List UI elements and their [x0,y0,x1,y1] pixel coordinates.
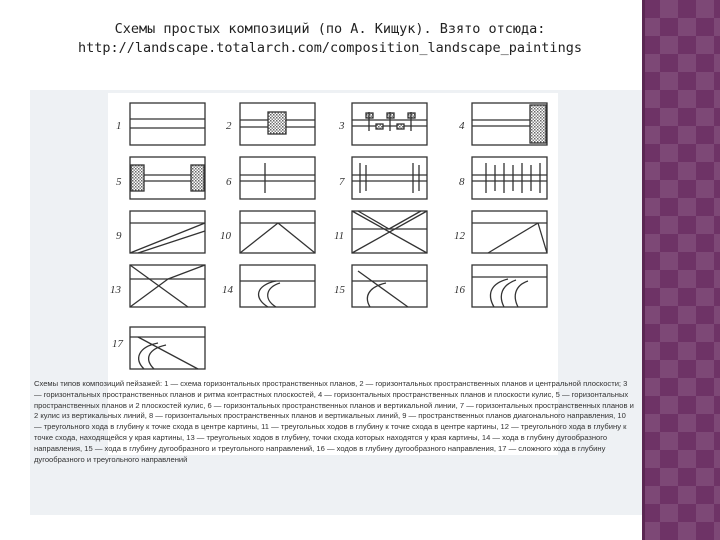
scheme-2 [240,103,315,145]
scheme-11 [352,211,427,253]
decorative-sidebar [642,0,720,540]
scheme-8 [472,157,547,199]
scheme-15 [352,265,427,307]
scheme-13 [130,265,205,307]
scheme-label: 17 [112,338,123,350]
scheme-label: 6 [226,176,232,188]
scheme-6 [240,157,315,199]
scheme-label: 4 [459,120,465,132]
scheme-5 [130,157,205,199]
scheme-label: 9 [116,230,122,242]
sidebar-divider [642,0,645,540]
scheme-label: 11 [334,230,345,242]
scheme-labels [110,120,466,350]
figure-panel [30,90,642,515]
title-source-url: http://landscape.totalarch.com/composition_landscape_paintings [78,40,582,56]
scheme-7 [352,157,427,199]
scheme-label: 8 [459,176,465,188]
scheme-label: 13 [110,284,121,296]
scheme-10 [240,211,315,253]
scheme-label: 7 [339,176,345,188]
scheme-label: 16 [454,284,465,296]
scheme-label: 14 [222,284,233,296]
scheme-label: 5 [116,176,122,188]
scheme-12 [472,211,547,253]
scheme-17 [130,327,205,369]
scheme-label: 1 [116,120,122,132]
scheme-label: 12 [454,230,465,242]
scheme-9 [130,211,205,253]
scheme-1 [130,103,205,145]
scheme-16 [472,265,547,307]
scheme-label: 3 [339,120,345,132]
slide-title [30,20,630,58]
scheme-label: 10 [220,230,231,242]
title-line-1: Схемы простых композиций (по А. Кищук). Взято отсюда: [114,21,546,37]
scheme-label: 2 [226,120,232,132]
scheme-14 [240,265,315,307]
scheme-label: 15 [334,284,345,296]
scheme-4 [472,103,547,145]
figure-caption: Схемы типов композиций пейзажей: 1 — схема горизонтальных пространственных планов, 2 — горизонтальных пространственных планов и центральной плоскости; 3 — горизонтальных пространственных планов и ритма контрастных плоскостей, 4 — горизонтальных пространственных планов и плоскости кулис, 5 — горизонтальных пространственных планов и 2 плоскостей кулис, 6 — горизонтальных пространственных планов и вертикальной линии, 7 — горизонтальных пространственных планов и 2 кулис из вертикальных линий, 8 — горизонтальных пространственных планов и вертикальных линий, 9 — пространственных планов диагонального направления, 10 — треугольного хода в глубину к точке схода в центре картины, 11 — треугольных ходов в глубину к точке схода в центре картины, 12 — треугольного хода в глубину к точке схода, находящейся у края картины, 13 — треугольных ходов в глубину, точки схода которых находятся у края картины, 14 — хода в глубину дугообразного направления, 15 — хода в глубину дугообразного и треугольного направлений, 16 — ходов в глубину дугообразного направления, 17 — сложного хода в глубину дугообразного и треугольного направлений [34,379,634,464]
scheme-3 [352,103,427,145]
